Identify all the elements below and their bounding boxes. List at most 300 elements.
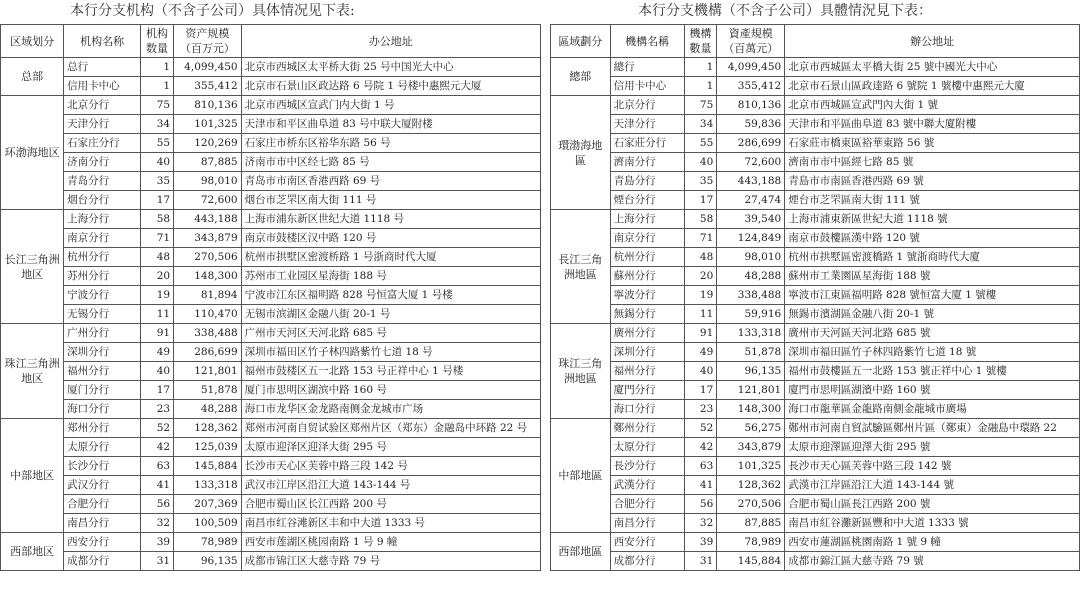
table-row: [1, 96, 541, 115]
branch-name-cell: 上海分行: [610, 210, 684, 229]
branch-count-cell: 71: [684, 229, 717, 248]
branch-count-cell: 75: [140, 96, 173, 115]
branch-count-cell: 40: [140, 153, 173, 172]
branch-assets-cell: 133,318: [717, 324, 785, 343]
table-row: [551, 229, 1080, 248]
region-cell: 總部: [551, 58, 611, 96]
branch-assets-cell: 51,878: [717, 343, 785, 362]
branch-address-cell: 西安市莲湖区桃园南路 1 号 9 幢: [241, 533, 540, 552]
branch-name-cell: 成都分行: [610, 552, 684, 571]
branch-name-cell: 海口分行: [64, 400, 141, 419]
branch-address-cell: 武汉市江岸区沿江大道 143-144 号: [241, 476, 540, 495]
branch-assets-cell: 145,884: [174, 457, 242, 476]
branch-assets-cell: 96,135: [174, 552, 242, 571]
branch-assets-cell: 98,010: [717, 248, 785, 267]
branch-count-cell: 52: [684, 419, 717, 438]
table-row: [1, 305, 541, 324]
branch-address-cell: 烟台市芝罘区南大街 111 号: [241, 191, 540, 210]
table-row: [551, 305, 1080, 324]
branch-assets-cell: 338,488: [174, 324, 242, 343]
branch-count-cell: 48: [140, 248, 173, 267]
branch-address-cell: 北京市石景山区政达路 6 号院 1 号楼中惠熙元大厦: [241, 77, 540, 96]
branch-table: [0, 24, 541, 571]
branch-address-cell: 青島市市南區香港西路 69 號: [785, 172, 1080, 191]
branch-name-cell: 無錫分行: [610, 305, 684, 324]
branch-count-cell: 49: [140, 343, 173, 362]
table-row: [1, 438, 541, 457]
table-row: [551, 96, 1080, 115]
branch-address-cell: 福州市鼓樓區五一北路 153 號正祥中心 1 號樓: [785, 362, 1080, 381]
table-row: [1, 552, 541, 571]
region-cell: 中部地区: [1, 419, 64, 533]
table-row: [1, 115, 541, 134]
branch-address-cell: 上海市浦東新區世紀大道 1118 號: [785, 210, 1080, 229]
table-row: [551, 533, 1080, 552]
branch-count-cell: 42: [140, 438, 173, 457]
branch-name-cell: 寧波分行: [610, 286, 684, 305]
table-row: [551, 362, 1080, 381]
branch-assets-cell: 78,989: [717, 533, 785, 552]
branch-assets-cell: 59,836: [717, 115, 785, 134]
branch-address-cell: 深圳市福田區竹子林四路紫竹七道 18 號: [785, 343, 1080, 362]
table-row: [551, 514, 1080, 533]
simplified-panel: [0, 0, 541, 571]
table-row: [551, 58, 1080, 77]
branch-name-cell: 宁波分行: [64, 286, 141, 305]
table-row: [1, 495, 541, 514]
branch-assets-cell: 133,318: [174, 476, 242, 495]
branch-name-cell: 鄭州分行: [610, 419, 684, 438]
table-row: [551, 476, 1080, 495]
branch-assets-cell: 101,325: [174, 115, 242, 134]
branch-count-cell: 17: [684, 381, 717, 400]
branch-assets-cell: 145,884: [717, 552, 785, 571]
branch-assets-cell: 343,879: [717, 438, 785, 457]
branch-address-cell: 北京市西城区宣武门内大街 1 号: [241, 96, 540, 115]
branch-assets-cell: 51,878: [174, 381, 242, 400]
branch-name-cell: 长沙分行: [64, 457, 141, 476]
branch-count-cell: 52: [140, 419, 173, 438]
branch-address-cell: 無錫市濱湖區金融八街 20-1 號: [785, 305, 1080, 324]
branch-name-cell: 上海分行: [64, 210, 141, 229]
table-row: [1, 229, 541, 248]
branch-address-cell: 厦门市思明区湖滨中路 160 号: [241, 381, 540, 400]
branch-assets-cell: 120,269: [174, 134, 242, 153]
branch-assets-cell: 39,540: [717, 210, 785, 229]
branch-count-cell: 63: [140, 457, 173, 476]
branch-count-cell: 91: [140, 324, 173, 343]
branch-count-cell: 17: [140, 381, 173, 400]
branch-address-cell: 郑州市河南自贸试验区郑州片区（郑东）金融岛中环路 22 号: [241, 419, 540, 438]
branch-name-cell: 南昌分行: [610, 514, 684, 533]
branch-assets-cell: 355,412: [174, 77, 242, 96]
branch-assets-cell: 78,989: [174, 533, 242, 552]
table-row: [1, 134, 541, 153]
table-row: [551, 210, 1080, 229]
table-row: [1, 457, 541, 476]
table-row: [551, 438, 1080, 457]
branch-count-cell: 56: [684, 495, 717, 514]
branch-count-cell: 55: [140, 134, 173, 153]
table-row: [551, 495, 1080, 514]
table-row: [1, 381, 541, 400]
branch-count-cell: 1: [140, 77, 173, 96]
branch-count-cell: 49: [684, 343, 717, 362]
branch-address-cell: 天津市和平区曲阜道 83 号中联大厦附楼: [241, 115, 540, 134]
branch-count-cell: 19: [140, 286, 173, 305]
table-row: [551, 191, 1080, 210]
branch-name-cell: 太原分行: [610, 438, 684, 457]
branch-name-cell: 西安分行: [610, 533, 684, 552]
table-row: [1, 514, 541, 533]
table-row: [1, 153, 541, 172]
branch-address-cell: 成都市锦江区大慈寺路 79 号: [241, 552, 540, 571]
branch-address-cell: 济南市市中区经七路 85 号: [241, 153, 540, 172]
header-name: 機構名稱: [610, 25, 684, 58]
branch-assets-cell: 72,600: [717, 153, 785, 172]
branch-name-cell: 无锡分行: [64, 305, 141, 324]
branch-name-cell: 深圳分行: [610, 343, 684, 362]
branch-count-cell: 58: [684, 210, 717, 229]
region-cell: 环渤海地区: [1, 96, 64, 210]
branch-name-cell: 广州分行: [64, 324, 141, 343]
branch-name-cell: 煙台分行: [610, 191, 684, 210]
header-count: 機構 數量: [684, 25, 717, 58]
header-assets: 資產規模 （百萬元）: [717, 25, 785, 58]
branch-name-cell: 信用卡中心: [64, 77, 141, 96]
branch-name-cell: 北京分行: [64, 96, 141, 115]
branch-count-cell: 31: [684, 552, 717, 571]
branch-name-cell: 北京分行: [610, 96, 684, 115]
branch-assets-cell: 810,136: [174, 96, 242, 115]
branch-name-cell: 青島分行: [610, 172, 684, 191]
branch-address-cell: 廣州市天河區天河北路 685 號: [785, 324, 1080, 343]
branch-count-cell: 91: [684, 324, 717, 343]
header-address: 办公地址: [241, 25, 540, 58]
branch-address-cell: 青岛市市南区香港西路 69 号: [241, 172, 540, 191]
table-row: [1, 191, 541, 210]
branch-address-cell: 合肥市蜀山區長江西路 200 號: [785, 495, 1080, 514]
branch-address-cell: 北京市西城区太平桥大街 25 号中国光大中心: [241, 58, 540, 77]
branch-assets-cell: 125,039: [174, 438, 242, 457]
branch-assets-cell: 338,488: [717, 286, 785, 305]
table-row: [551, 267, 1080, 286]
table-row: [551, 134, 1080, 153]
table-row: [551, 115, 1080, 134]
region-cell: 長江三角洲地區: [551, 210, 611, 324]
table-row: [1, 343, 541, 362]
table-row: [1, 248, 541, 267]
branch-name-cell: 合肥分行: [64, 495, 141, 514]
branch-address-cell: 广州市天河区天河北路 685 号: [241, 324, 540, 343]
branch-assets-cell: 270,506: [717, 495, 785, 514]
branch-address-cell: 宁波市江东区福明路 828 号恒富大厦 1 号楼: [241, 286, 540, 305]
branch-table: [550, 24, 1080, 571]
branch-address-cell: 濟南市市中區經七路 85 號: [785, 153, 1080, 172]
branch-assets-cell: 128,362: [717, 476, 785, 495]
branch-count-cell: 39: [684, 533, 717, 552]
branch-name-cell: 海口分行: [610, 400, 684, 419]
branch-count-cell: 1: [684, 77, 717, 96]
branch-assets-cell: 56,275: [717, 419, 785, 438]
branch-address-cell: 長沙市天心區芙蓉中路三段 142 號: [785, 457, 1080, 476]
header-address: 辦公地址: [785, 25, 1080, 58]
branch-address-cell: 北京市石景山區政達路 6 號院 1 號樓中惠熙元大廈: [785, 77, 1080, 96]
branch-assets-cell: 286,699: [174, 343, 242, 362]
branch-address-cell: 海口市龍華區金龍路南側金龍城市廣場: [785, 400, 1080, 419]
region-cell: 西部地區: [551, 533, 611, 571]
branch-name-cell: 青岛分行: [64, 172, 141, 191]
region-cell: 西部地区: [1, 533, 64, 571]
branch-assets-cell: 59,916: [717, 305, 785, 324]
branch-count-cell: 35: [140, 172, 173, 191]
table-row: [1, 286, 541, 305]
branch-count-cell: 34: [140, 115, 173, 134]
table-row: [1, 533, 541, 552]
branch-count-cell: 19: [684, 286, 717, 305]
header-count: 机构 数量: [140, 25, 173, 58]
table-row: [1, 362, 541, 381]
branch-name-cell: 总行: [64, 58, 141, 77]
branch-name-cell: 武漢分行: [610, 476, 684, 495]
branch-address-cell: 石家庄市桥东区裕华东路 56 号: [241, 134, 540, 153]
branch-address-cell: 南昌市红谷滩新区丰和中大道 1333 号: [241, 514, 540, 533]
branch-address-cell: 天津市和平區曲阜道 83 號中聯大廈附樓: [785, 115, 1080, 134]
table-row: [551, 552, 1080, 571]
table-caption: 本行分支機構（不含子公司）具體情況見下表：: [638, 3, 932, 19]
branch-count-cell: 55: [684, 134, 717, 153]
traditional-panel: [550, 0, 1080, 571]
branch-address-cell: 成都市錦江區大慈寺路 79 號: [785, 552, 1080, 571]
branch-count-cell: 34: [684, 115, 717, 134]
branch-address-cell: 廈門市思明區湖濱中路 160 號: [785, 381, 1080, 400]
branch-name-cell: 厦门分行: [64, 381, 141, 400]
branch-assets-cell: 148,300: [174, 267, 242, 286]
table-row: [551, 248, 1080, 267]
table-body: [551, 58, 1080, 571]
header-region: 区域划分: [1, 25, 64, 58]
branch-address-cell: 北京市西城區宣武門內大街 1 號: [785, 96, 1080, 115]
branch-count-cell: 75: [684, 96, 717, 115]
branch-address-cell: 杭州市拱墅区密渡桥路 1 号浙商时代大厦: [241, 248, 540, 267]
branch-name-cell: 長沙分行: [610, 457, 684, 476]
table-body: [1, 58, 541, 571]
branch-name-cell: 廣州分行: [610, 324, 684, 343]
table-row: [551, 343, 1080, 362]
branch-address-cell: 南京市鼓楼区汉中路 120 号: [241, 229, 540, 248]
branch-address-cell: 无锡市滨湖区金融八街 20-1 号: [241, 305, 540, 324]
branch-count-cell: 40: [684, 362, 717, 381]
table-row: [1, 172, 541, 191]
branch-name-cell: 合肥分行: [610, 495, 684, 514]
branch-assets-cell: 148,300: [717, 400, 785, 419]
branch-count-cell: 41: [684, 476, 717, 495]
branch-name-cell: 烟台分行: [64, 191, 141, 210]
branch-assets-cell: 87,885: [717, 514, 785, 533]
branch-count-cell: 48: [684, 248, 717, 267]
region-cell: 总部: [1, 58, 64, 96]
branch-assets-cell: 124,849: [717, 229, 785, 248]
table-caption: 本行分支机构（不含子公司）具体情况见下表:: [70, 3, 355, 19]
region-cell: 珠江三角洲地區: [551, 324, 611, 419]
region-cell: 长江三角洲地区: [1, 210, 64, 324]
branch-count-cell: 17: [140, 191, 173, 210]
branch-name-cell: 太原分行: [64, 438, 141, 457]
branch-assets-cell: 27,474: [717, 191, 785, 210]
table-row: [551, 457, 1080, 476]
table-row: [1, 419, 541, 438]
branch-name-cell: 南昌分行: [64, 514, 141, 533]
branch-count-cell: 11: [684, 305, 717, 324]
branch-address-cell: 福州市鼓楼区五一北路 153 号正祥中心 1 号楼: [241, 362, 540, 381]
branch-name-cell: 石家庄分行: [64, 134, 141, 153]
branch-assets-cell: 101,325: [717, 457, 785, 476]
branch-address-cell: 杭州市拱墅區密渡橋路 1 號浙商時代大廈: [785, 248, 1080, 267]
branch-address-cell: 上海市浦东新区世纪大道 1118 号: [241, 210, 540, 229]
branch-assets-cell: 4,099,450: [174, 58, 242, 77]
region-cell: 環渤海地區: [551, 96, 611, 210]
header-assets: 资产规模 （百万元）: [174, 25, 242, 58]
table-row: [1, 324, 541, 343]
branch-name-cell: 蘇州分行: [610, 267, 684, 286]
branch-address-cell: 太原市迎澤區迎澤大街 295 號: [785, 438, 1080, 457]
table-header-row: [1, 25, 541, 58]
branch-name-cell: 信用卡中心: [610, 77, 684, 96]
branch-assets-cell: 4,099,450: [717, 58, 785, 77]
branch-assets-cell: 810,136: [717, 96, 785, 115]
branch-address-cell: 蘇州市工業園區星海街 188 號: [785, 267, 1080, 286]
branch-name-cell: 福州分行: [610, 362, 684, 381]
branch-name-cell: 杭州分行: [64, 248, 141, 267]
branch-address-cell: 北京市西城區太平橋大街 25 號中國光大中心: [785, 58, 1080, 77]
branch-count-cell: 32: [140, 514, 173, 533]
branch-assets-cell: 207,369: [174, 495, 242, 514]
table-row: [551, 286, 1080, 305]
branch-name-cell: 西安分行: [64, 533, 141, 552]
branch-assets-cell: 443,188: [174, 210, 242, 229]
branch-assets-cell: 343,879: [174, 229, 242, 248]
branch-count-cell: 32: [684, 514, 717, 533]
branch-address-cell: 太原市迎泽区迎泽大街 295 号: [241, 438, 540, 457]
table-row: [551, 400, 1080, 419]
branch-name-cell: 福州分行: [64, 362, 141, 381]
table-row: [1, 58, 541, 77]
branch-name-cell: 南京分行: [64, 229, 141, 248]
branch-assets-cell: 48,288: [717, 267, 785, 286]
table-row: [1, 267, 541, 286]
table-row: [1, 210, 541, 229]
branch-assets-cell: 355,412: [717, 77, 785, 96]
branch-assets-cell: 87,885: [174, 153, 242, 172]
branch-name-cell: 總行: [610, 58, 684, 77]
branch-name-cell: 天津分行: [64, 115, 141, 134]
branch-count-cell: 1: [140, 58, 173, 77]
branch-name-cell: 石家莊分行: [610, 134, 684, 153]
branch-address-cell: 寧波市江東區福明路 828 號恒富大廈 1 號樓: [785, 286, 1080, 305]
branch-assets-cell: 270,506: [174, 248, 242, 267]
table-row: [551, 324, 1080, 343]
branch-address-cell: 煙台市芝罘區南大街 111 號: [785, 191, 1080, 210]
branch-name-cell: 武汉分行: [64, 476, 141, 495]
branch-count-cell: 56: [140, 495, 173, 514]
table-row: [551, 419, 1080, 438]
branch-name-cell: 济南分行: [64, 153, 141, 172]
branch-assets-cell: 96,135: [717, 362, 785, 381]
table-row: [1, 400, 541, 419]
branch-address-cell: 深圳市福田区竹子林四路紫竹七道 18 号: [241, 343, 540, 362]
branch-address-cell: 武漢市江岸區沿江大道 143-144 號: [785, 476, 1080, 495]
branch-address-cell: 海口市龙华区金龙路南侧金龙城市广场: [241, 400, 540, 419]
branch-name-cell: 廈門分行: [610, 381, 684, 400]
branch-address-cell: 苏州市工业园区星海街 188 号: [241, 267, 540, 286]
branch-name-cell: 天津分行: [610, 115, 684, 134]
branch-count-cell: 23: [140, 400, 173, 419]
branch-assets-cell: 286,699: [717, 134, 785, 153]
branch-count-cell: 35: [684, 172, 717, 191]
branch-name-cell: 成都分行: [64, 552, 141, 571]
branch-count-cell: 58: [140, 210, 173, 229]
branch-name-cell: 苏州分行: [64, 267, 141, 286]
table-row: [551, 153, 1080, 172]
branch-count-cell: 42: [684, 438, 717, 457]
branch-assets-cell: 48,288: [174, 400, 242, 419]
region-cell: 珠江三角洲地区: [1, 324, 64, 419]
branch-count-cell: 11: [140, 305, 173, 324]
branch-assets-cell: 100,509: [174, 514, 242, 533]
branch-address-cell: 西安市蓮湖區桃園南路 1 號 9 幢: [785, 533, 1080, 552]
table-row: [551, 77, 1080, 96]
region-cell: 中部地區: [551, 419, 611, 533]
branch-assets-cell: 72,600: [174, 191, 242, 210]
branch-address-cell: 长沙市天心区芙蓉中路三段 142 号: [241, 457, 540, 476]
header-region: 區域劃分: [551, 25, 611, 58]
branch-assets-cell: 121,801: [717, 381, 785, 400]
branch-name-cell: 濟南分行: [610, 153, 684, 172]
branch-address-cell: 合肥市蜀山区长江西路 200 号: [241, 495, 540, 514]
branch-count-cell: 1: [684, 58, 717, 77]
branch-address-cell: 南昌市紅谷灘新區豐和中大道 1333 號: [785, 514, 1080, 533]
branch-assets-cell: 110,470: [174, 305, 242, 324]
branch-name-cell: 深圳分行: [64, 343, 141, 362]
branch-name-cell: 郑州分行: [64, 419, 141, 438]
table-row: [1, 476, 541, 495]
header-name: 机构名称: [64, 25, 141, 58]
branch-assets-cell: 128,362: [174, 419, 242, 438]
branch-assets-cell: 81,894: [174, 286, 242, 305]
branch-address-cell: 鄭州市河南自貿試驗區鄭州片區（鄭東）金融島中環路 22: [785, 419, 1080, 438]
branch-assets-cell: 443,188: [717, 172, 785, 191]
branch-count-cell: 31: [140, 552, 173, 571]
table-row: [551, 381, 1080, 400]
branch-name-cell: 南京分行: [610, 229, 684, 248]
branch-count-cell: 23: [684, 400, 717, 419]
branch-count-cell: 20: [684, 267, 717, 286]
branch-count-cell: 39: [140, 533, 173, 552]
branch-address-cell: 石家莊市橋東區裕華東路 56 號: [785, 134, 1080, 153]
branch-count-cell: 17: [684, 191, 717, 210]
branch-assets-cell: 98,010: [174, 172, 242, 191]
branch-count-cell: 40: [140, 362, 173, 381]
branch-count-cell: 40: [684, 153, 717, 172]
table-row: [1, 77, 541, 96]
table-header-row: [551, 25, 1080, 58]
branch-assets-cell: 121,801: [174, 362, 242, 381]
branch-name-cell: 杭州分行: [610, 248, 684, 267]
branch-count-cell: 20: [140, 267, 173, 286]
branch-count-cell: 41: [140, 476, 173, 495]
branch-count-cell: 63: [684, 457, 717, 476]
table-row: [551, 172, 1080, 191]
